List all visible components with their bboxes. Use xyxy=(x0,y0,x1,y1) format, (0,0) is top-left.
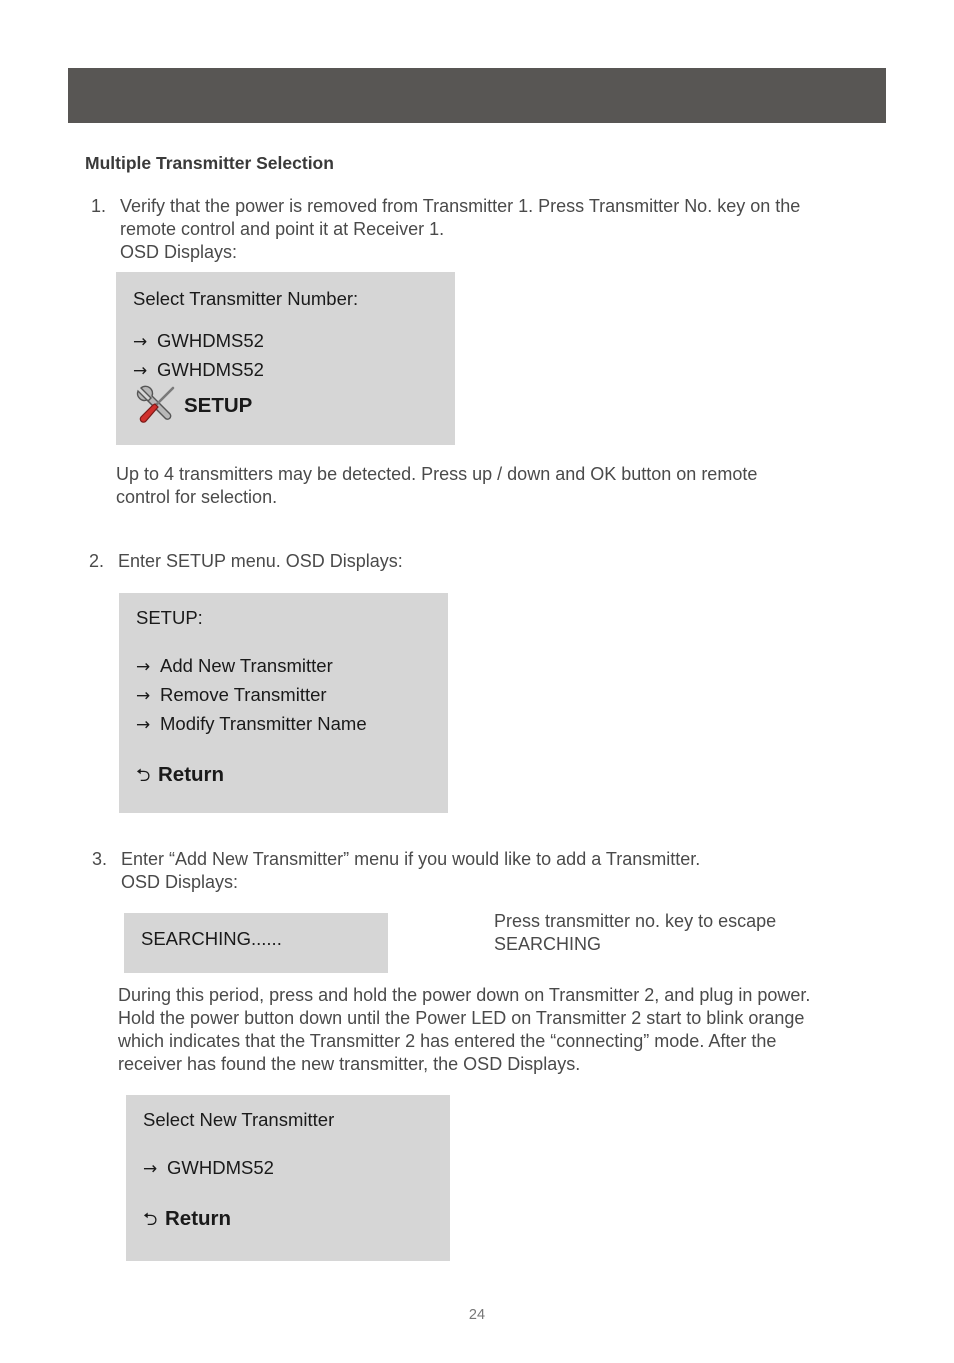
osd-return-label: Return xyxy=(158,763,225,786)
osd-menu-item xyxy=(136,713,367,735)
arrow-right-icon: → xyxy=(143,1159,158,1179)
note-line: Press transmitter no. key to escape xyxy=(494,911,777,931)
osd-menu-item xyxy=(136,655,333,677)
step-text-line: Enter “Add New Transmitter” menu if you would like to add a Transmitter. xyxy=(121,849,701,869)
return-icon: ⮌ xyxy=(136,765,151,786)
arrow-right-icon: → xyxy=(133,361,148,381)
header-bar xyxy=(68,68,886,123)
paragraph-line: which indicates that the Transmitter 2 has entered the “connecting” mode. After the xyxy=(118,1031,777,1051)
osd-title: Select Transmitter Number: xyxy=(133,288,359,309)
osd-setup-label: SETUP xyxy=(184,394,253,417)
return-icon: ⮌ xyxy=(143,1209,158,1230)
connecting-paragraph xyxy=(118,984,810,1076)
arrow-right-icon: → xyxy=(136,657,151,677)
osd-menu-item xyxy=(133,359,264,381)
step-text-line: remote control and point it at Receiver 1. xyxy=(120,219,445,239)
osd-item-label: GWHDMS52 xyxy=(167,1157,274,1178)
osd-return xyxy=(136,763,224,793)
osd-return xyxy=(143,1207,231,1237)
osd-item-label: Remove Transmitter xyxy=(160,684,327,705)
arrow-right-icon: → xyxy=(136,715,151,735)
searching-note xyxy=(494,910,776,956)
tools-icon xyxy=(135,384,177,426)
osd-return-label: Return xyxy=(165,1207,232,1230)
step-text-line: Enter SETUP menu. OSD Displays: xyxy=(118,551,403,571)
note-line: control for selection. xyxy=(116,487,278,507)
osd-title: Select New Transmitter xyxy=(143,1109,335,1130)
arrow-right-icon: → xyxy=(136,686,151,706)
paragraph-line: During this period, press and hold the power down on Transmitter 2, and plug in power. xyxy=(118,985,811,1005)
osd-menu-item xyxy=(136,684,327,706)
osd-searching xyxy=(124,913,388,973)
step-text-line: OSD Displays: xyxy=(120,242,238,262)
osd-menu-item xyxy=(143,1157,274,1179)
osd-select-transmitter xyxy=(116,272,455,445)
note-line: SEARCHING xyxy=(494,934,602,954)
note-line: Up to 4 transmitters may be detected. Press up / down and OK button on remote xyxy=(116,464,758,484)
step-text-line: OSD Displays: xyxy=(121,872,239,892)
step-number: 2. xyxy=(89,551,105,571)
osd-item-label: GWHDMS52 xyxy=(157,330,264,351)
arrow-right-icon: → xyxy=(133,332,148,352)
osd-item-label: Modify Transmitter Name xyxy=(160,713,367,734)
step-number: 1. xyxy=(91,196,107,216)
step-text-line: Verify that the power is removed from Transmitter 1. Press Transmitter No. key on the xyxy=(120,196,801,216)
osd-setup-menu xyxy=(119,593,448,813)
note-after-select xyxy=(116,463,757,509)
osd-searching-text: SEARCHING...... xyxy=(141,928,282,949)
osd-select-new-transmitter xyxy=(126,1095,450,1261)
section-title: Multiple Transmitter Selection xyxy=(85,153,334,173)
paragraph-line: Hold the power button down until the Power LED on Transmitter 2 start to blink orange xyxy=(118,1008,805,1028)
osd-item-label: GWHDMS52 xyxy=(157,359,264,380)
osd-title: SETUP: xyxy=(136,607,203,628)
paragraph-line: receiver has found the new transmitter, the OSD Displays. xyxy=(118,1054,581,1074)
osd-menu-item xyxy=(133,330,264,352)
osd-item-label: Add New Transmitter xyxy=(160,655,333,676)
step-number: 3. xyxy=(92,849,108,869)
page-number: 24 xyxy=(468,1307,486,1323)
